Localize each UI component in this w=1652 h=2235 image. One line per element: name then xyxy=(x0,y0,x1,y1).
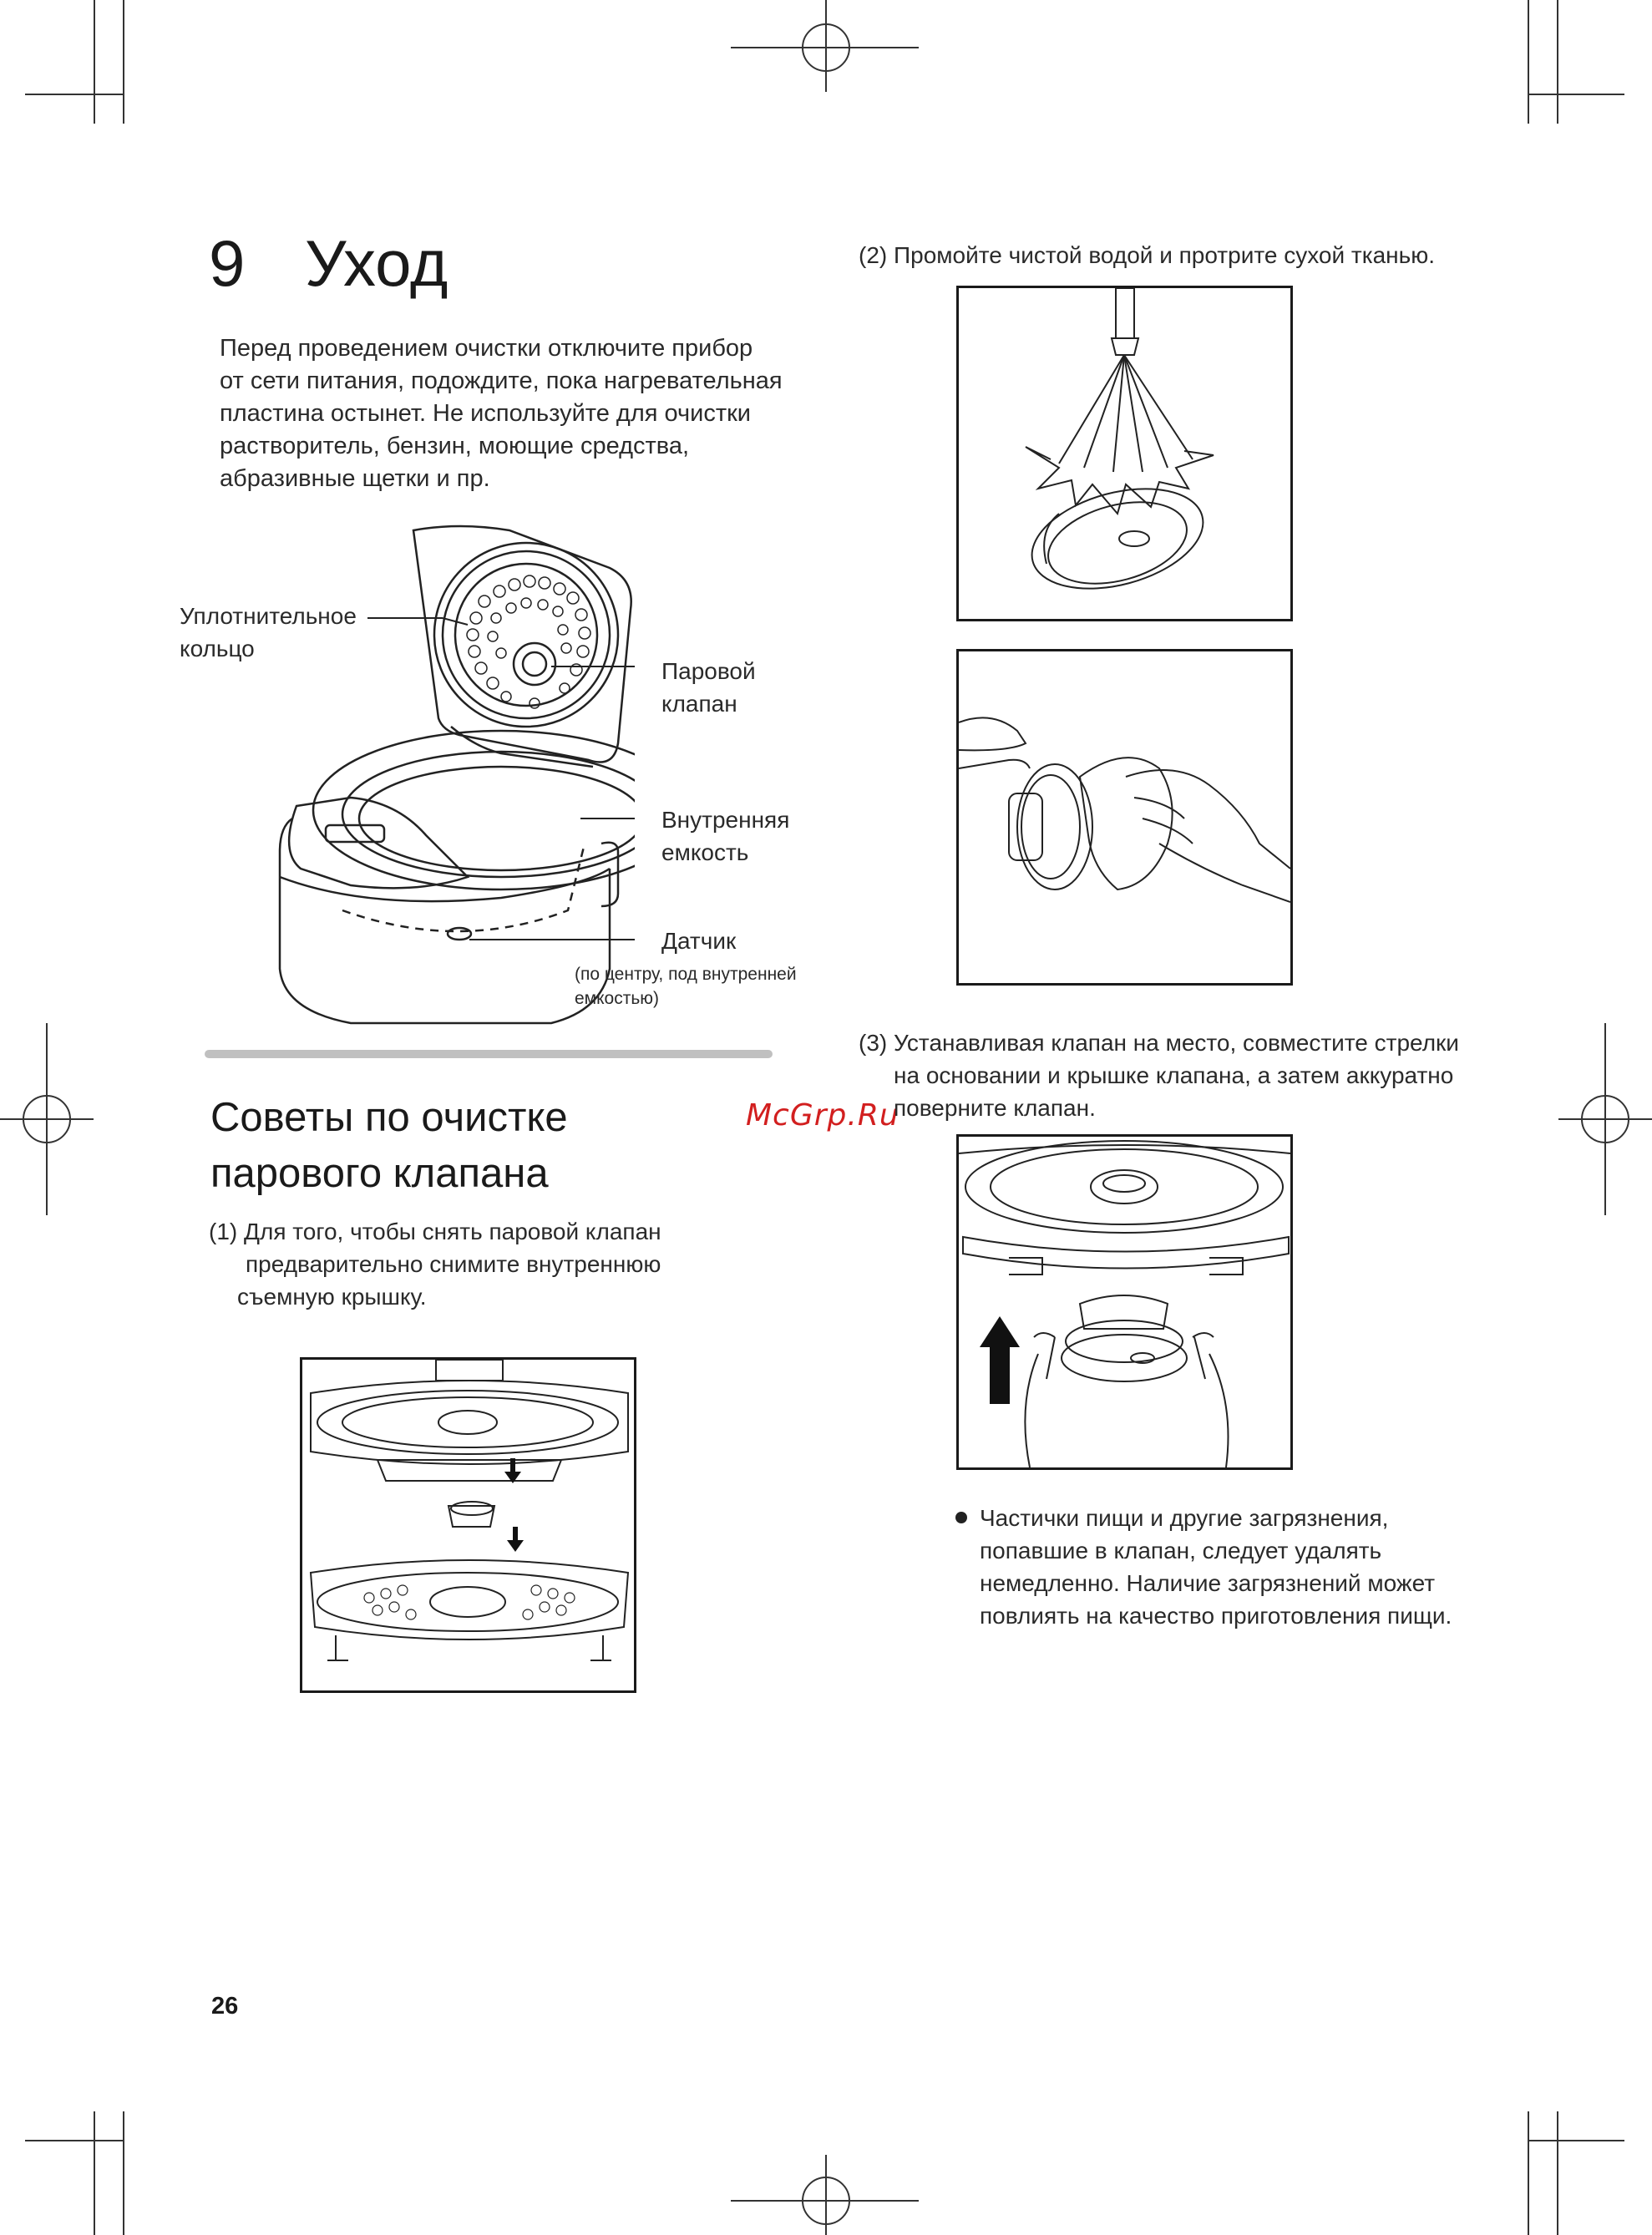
bullet-line: попавшие в клапан, следует удалять xyxy=(980,1538,1382,1563)
step-2 xyxy=(859,239,1577,271)
label-inner-pot xyxy=(661,803,789,869)
label-sensor-note xyxy=(575,962,797,1011)
intro-line: абразивные щетки и пр. xyxy=(220,465,490,492)
step-1-line: съемную крышку. xyxy=(237,1284,427,1310)
wiping-drawing xyxy=(959,651,1290,983)
label-inner-pot-line: Внутренняя xyxy=(661,807,790,833)
valve-install-drawing xyxy=(959,1137,1290,1467)
step-2-line: Промойте чистой водой и протрите сухой тканью. xyxy=(894,242,1435,268)
rinsing-drawing xyxy=(959,288,1290,619)
page-number: 26 xyxy=(211,1993,239,2020)
step-1 xyxy=(209,1215,727,1313)
step-1-number: (1) xyxy=(209,1219,238,1244)
intro-line: Перед проведением очистки отключите прибор xyxy=(220,335,753,362)
chapter-title: Уход xyxy=(305,226,448,300)
label-steam-valve xyxy=(661,655,756,720)
section-divider xyxy=(205,1050,773,1058)
step-2-number: (2) xyxy=(859,242,888,268)
label-inner-pot-line: емкость xyxy=(661,839,749,865)
label-seal-ring-line: Уплотнительное xyxy=(180,603,357,629)
step-3-line: на основании и крышке клапана, а затем аккуратно xyxy=(894,1062,1454,1088)
intro-paragraph xyxy=(220,332,804,495)
intro-line: пластина остынет. Не используйте для очистки xyxy=(220,400,751,427)
section-title-line: парового клапана xyxy=(210,1151,549,1196)
section-title-line: Советы по очистке xyxy=(210,1095,568,1140)
bullet-line: Частички пищи и другие загрязнения, xyxy=(980,1505,1389,1531)
label-seal-ring xyxy=(180,600,357,665)
label-seal-ring-line: кольцо xyxy=(180,636,255,661)
label-steam-valve-line: клапан xyxy=(661,691,737,717)
bullet-dot xyxy=(955,1512,967,1523)
step-3-line: Устанавливая клапан на место, совместите стрелки xyxy=(894,1030,1459,1056)
bullet-line: немедленно. Наличие загрязнений может xyxy=(980,1570,1436,1596)
step-3 xyxy=(859,1026,1594,1124)
step-2-rinse-illustration xyxy=(956,286,1293,621)
step-3-illustration xyxy=(956,1134,1293,1470)
label-steam-valve-line: Паровой xyxy=(661,658,756,684)
step-1-line: Для того, чтобы снять паровой клапан xyxy=(244,1219,661,1244)
bullet-line: повлиять на качество приготовления пищи. xyxy=(980,1603,1452,1629)
intro-line: растворитель, бензин, моющие средства, xyxy=(220,433,690,459)
valve-removal-drawing xyxy=(302,1360,634,1690)
rice-cooker-diagram xyxy=(251,518,635,1036)
label-sensor: Датчик xyxy=(661,928,737,954)
bullet-note xyxy=(980,1502,1581,1632)
step-2-wipe-illustration xyxy=(956,649,1293,986)
step-3-line: поверните клапан. xyxy=(894,1095,1096,1121)
watermark: McGrp.Ru xyxy=(746,1098,899,1133)
intro-line: от сети питания, подождите, пока нагревательная xyxy=(220,367,783,394)
step-1-line: предварительно снимите внутреннюю xyxy=(246,1251,661,1277)
step-1-illustration xyxy=(300,1357,636,1693)
chapter-number: 9 xyxy=(209,226,246,300)
label-sensor-note-line: емкостью) xyxy=(575,989,660,1008)
step-3-number: (3) xyxy=(859,1030,888,1056)
section-title xyxy=(210,1090,728,1202)
label-sensor-note-line: (по центру, под внутренней xyxy=(575,965,797,984)
